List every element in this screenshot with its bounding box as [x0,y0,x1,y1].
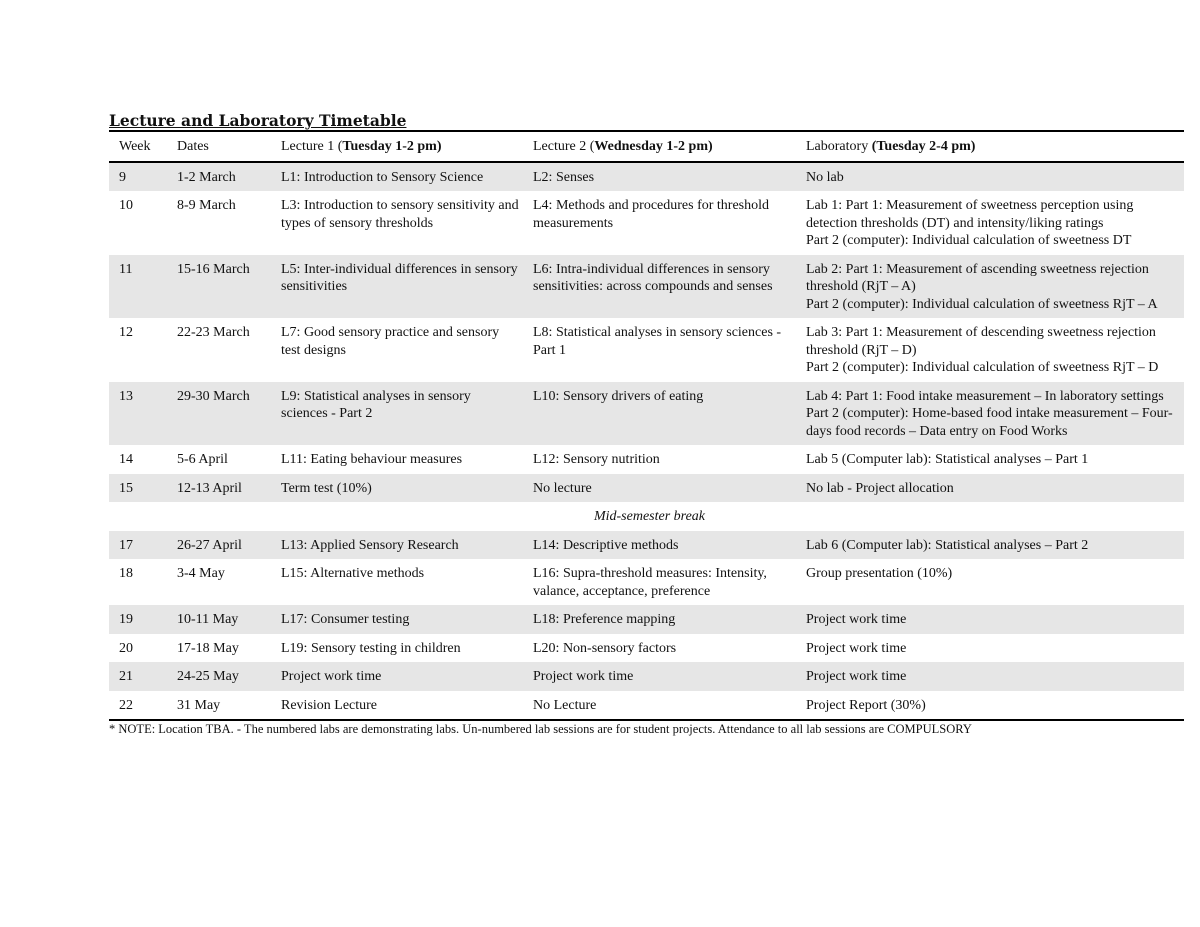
table-body [109,162,1184,721]
cell-week: 17 [119,537,133,553]
cell-laboratory [796,445,1184,474]
table-row [109,691,1184,721]
cell-laboratory [796,474,1184,503]
cell-lecture-2: L12: Sensory nutrition [533,452,660,467]
lab-line: Part 2 (computer): Home-based food intake measurement – Four-days food records – Data entry on Food Works [806,406,1173,439]
cell-lecture-2: Project work time [533,669,634,684]
table-header [109,131,1184,162]
timetable-page [109,111,1184,737]
cell-laboratory [796,318,1184,382]
table-row [109,445,1184,474]
cell-laboratory [796,662,1184,691]
cell-lecture-2: L14: Descriptive methods [533,537,679,553]
lab-line: Lab 6 (Computer lab): Statistical analyses – Part 2 [806,537,1089,553]
cell-dates: 5-6 April [177,452,228,467]
cell-lecture-1: L7: Good sensory practice and sensory test designs [281,325,500,358]
cell-lecture-2: No lecture [533,480,592,496]
cell-week: 22 [119,697,133,713]
cell-lecture-1: L1: Introduction to Sensory Science [281,169,484,185]
lab-line: Part 2 (computer): Individual calculation of sweetness RjT – A [806,296,1158,312]
header-lecture-1-label: Lecture 1 ( [281,139,343,154]
lab-line: Lab 5 (Computer lab): Statistical analyses – Part 1 [806,452,1089,467]
cell-lecture-1: L11: Eating behaviour measures [281,452,463,467]
cell-laboratory [796,634,1184,663]
lab-line: Part 2 (computer): Individual calculation of sweetness DT [806,233,1132,248]
cell-week: 20 [119,640,133,656]
cell-week: 11 [119,261,133,277]
table-row [109,474,1184,503]
cell-laboratory [796,531,1184,560]
footnote: * NOTE: Location TBA. - The numbered labs are demonstrating labs. Un-numbered lab sessions are for student projects. Attendance to all lab sessions are COMPULSORY [109,722,972,736]
table-row [109,162,1184,192]
table-row [109,559,1184,605]
page-title: Lecture and Laboratory Timetable [109,111,407,130]
cell-lecture-1: Term test (10%) [281,480,372,496]
header-dates: Dates [177,139,209,154]
lab-line: No lab [806,169,844,185]
cell-laboratory [796,605,1184,634]
cell-dates: 8-9 March [177,198,236,213]
cell-lecture-2: L16: Supra-threshold measures: Intensity, valance, acceptance, preference [533,566,767,599]
cell-dates: 1-2 March [177,169,236,185]
table-row-break [109,502,1184,531]
cell-week: 12 [119,325,133,340]
cell-week: 13 [119,388,133,404]
cell-lecture-2: L10: Sensory drivers of eating [533,388,704,404]
cell-lecture-2: L20: Non-sensory factors [533,640,677,656]
cell-dates: 29-30 March [177,388,250,404]
table-row [109,605,1184,634]
lab-line: Lab 2: Part 1: Measurement of ascending sweetness rejection threshold (RjT – A) [806,261,1149,294]
header-lecture-2 [523,131,796,162]
lab-line: Part 2 (computer): Individual calculation of sweetness RjT – D [806,360,1159,375]
table-row [109,318,1184,382]
header-laboratory [796,131,1184,162]
header-lecture-1-time: Tuesday 1-2 pm) [342,139,442,154]
table-row [109,255,1184,319]
timetable [109,130,1184,721]
lab-line: Project Report (30%) [806,697,926,713]
cell-laboratory [796,191,1184,255]
lab-line: Group presentation (10%) [806,566,953,581]
lab-line: Project work time [806,669,907,684]
header-lecture-1 [271,131,523,162]
cell-lecture-2: L18: Preference mapping [533,612,676,627]
cell-lecture-2: L4: Methods and procedures for threshold measurements [533,198,769,231]
cell-lecture-1: L15: Alternative methods [281,566,425,581]
cell-dates: 10-11 May [177,612,239,627]
cell-dates: 3-4 May [177,566,225,581]
cell-dates: 24-25 May [177,669,239,684]
cell-laboratory [796,691,1184,721]
cell-week: 18 [119,566,133,581]
cell-lecture-2: L2: Senses [533,169,595,185]
cell-laboratory [796,382,1184,446]
lab-line: Lab 4: Part 1: Food intake measurement – In laboratory settings [806,388,1164,404]
table-row [109,662,1184,691]
cell-lecture-1: Revision Lecture [281,697,378,713]
header-lecture-2-label: Lecture 2 ( [533,139,595,154]
cell-week: 10 [119,198,133,213]
cell-lecture-2: No Lecture [533,697,597,713]
cell-laboratory [796,255,1184,319]
cell-week: 19 [119,612,133,627]
cell-week: 14 [119,452,133,467]
cell-dates: 15-16 March [177,261,250,277]
lab-line: No lab - Project allocation [806,480,954,496]
cell-lecture-1: L9: Statistical analyses in sensory sciences - Part 2 [281,388,471,421]
cell-lecture-2: L6: Intra-individual differences in sensory sensitivities: across compounds and senses [533,261,773,294]
cell-week: 9 [119,169,126,185]
cell-lecture-1: L19: Sensory testing in children [281,640,461,656]
cell-week: 21 [119,669,133,684]
table-row [109,531,1184,560]
lab-line: Project work time [806,612,907,627]
cell-dates: 17-18 May [177,640,239,656]
table-row [109,382,1184,446]
cell-dates: 26-27 April [177,537,242,553]
header-week: Week [119,139,151,154]
lab-line: Lab 1: Part 1: Measurement of sweetness perception using detection thresholds (DT) and intensity/liking ratings [806,198,1134,231]
cell-laboratory [796,559,1184,605]
header-lecture-2-time: Wednesday 1-2 pm) [594,139,713,154]
table-row [109,191,1184,255]
table-row [109,634,1184,663]
cell-lecture-1: Project work time [281,669,382,684]
lab-line: Project work time [806,640,907,656]
break-cell: Mid-semester break [593,509,706,524]
cell-lecture-1: L13: Applied Sensory Research [281,537,459,553]
header-row [109,131,1184,162]
header-laboratory-time: (Tuesday 2-4 pm) [871,139,976,154]
lab-line: Lab 3: Part 1: Measurement of descending sweetness rejection threshold (RjT – D) [806,325,1156,358]
cell-dates: 12-13 April [177,480,242,496]
cell-laboratory [796,162,1184,192]
cell-lecture-1: L17: Consumer testing [281,612,410,627]
cell-lecture-1: L3: Introduction to sensory sensitivity and types of sensory thresholds [281,198,519,231]
header-laboratory-label: Laboratory [806,139,872,154]
cell-dates: 31 May [177,697,221,713]
cell-lecture-2: L8: Statistical analyses in sensory sciences - Part 1 [533,325,782,358]
cell-dates: 22-23 March [177,325,250,340]
cell-week: 15 [119,480,133,496]
cell-lecture-1: L5: Inter-individual differences in sensory sensitivities [281,261,518,294]
